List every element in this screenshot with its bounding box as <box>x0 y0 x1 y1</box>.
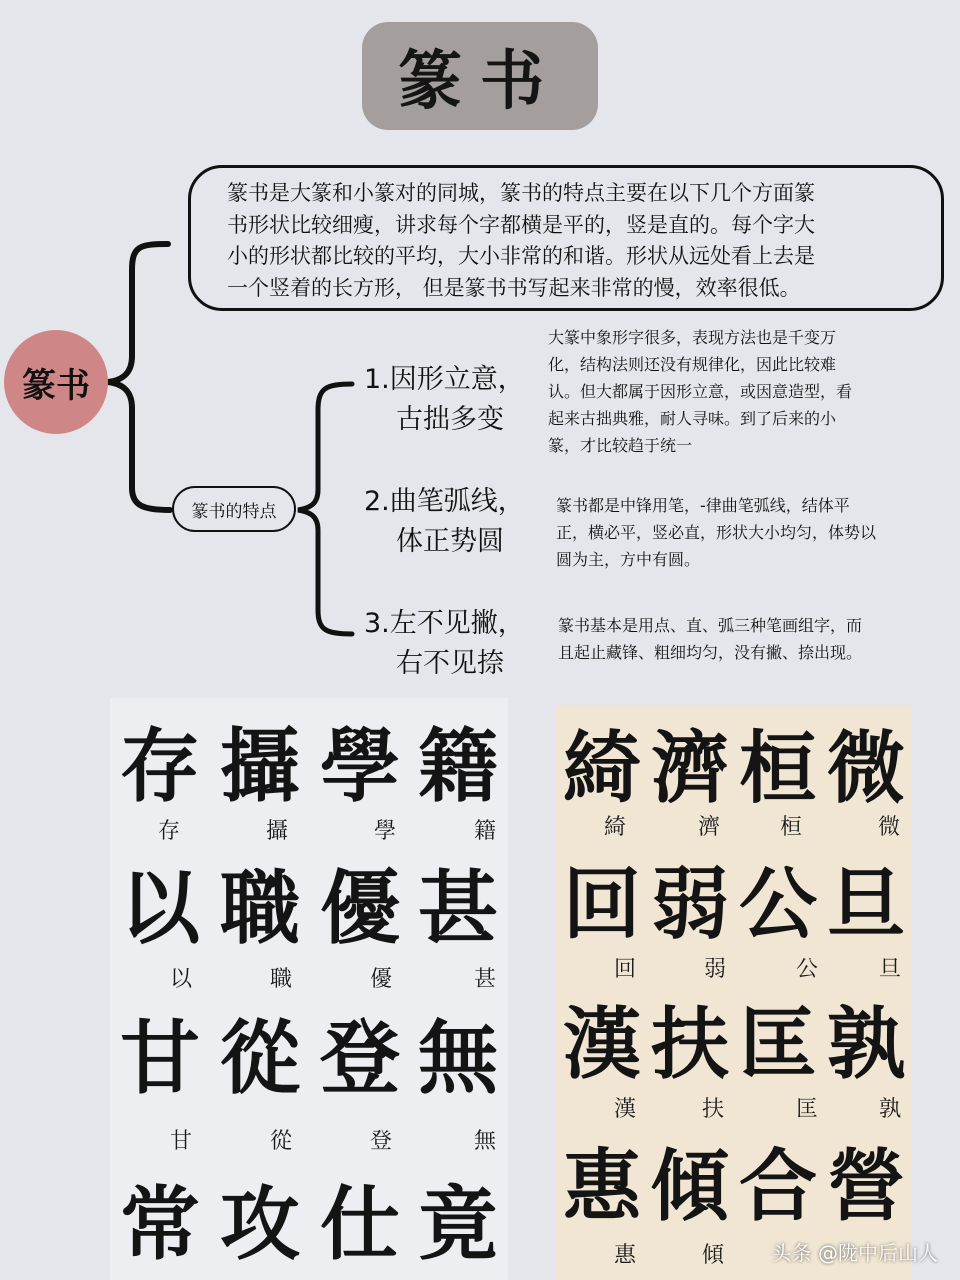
seal-glyph: 仕 <box>320 1177 400 1271</box>
description-line: 一个竖着的长方形， 但是篆书书写起来非常的慢，效率很低。 <box>227 275 801 300</box>
features-node-label: 篆书的特点 <box>191 501 277 522</box>
feature-title-line: 右不见捺 <box>396 648 504 679</box>
feature-2-title <box>364 482 525 562</box>
glyph-caption: 優 <box>369 967 392 992</box>
description-line: 篆书是大篆和小篆对的同城，篆书的特点主要在以下几个方面篆 <box>227 181 815 205</box>
glyph-caption: 甚 <box>473 967 496 992</box>
glyph-caption: 漢 <box>613 1097 636 1122</box>
seal-glyph: 常 <box>120 1177 200 1271</box>
seal-glyph: 籍 <box>418 719 498 813</box>
glyph-caption: 公 <box>795 957 818 982</box>
seal-glyph: 匡 <box>738 999 817 1090</box>
feature-desc-line: 正，横必平，竖必直，形状大小均匀，体势以 <box>556 523 877 542</box>
glyph-caption: 傾 <box>701 1243 724 1268</box>
glyph-caption: 旦 <box>878 957 901 982</box>
description-line: 书形状比较细瘦，讲求每个字都横是平的，竖是直的。每个字大 <box>227 212 815 237</box>
glyph-caption: 存 <box>157 819 180 844</box>
watermark: 头条 @陇中后山人 <box>771 1241 938 1265</box>
feature-desc-line: 篆书都是中锋用笔，-律曲笔弧线，结体平 <box>556 496 850 515</box>
main-brace <box>108 244 170 510</box>
seal-glyph: 以 <box>120 861 200 955</box>
feature-desc-line: 篆，才比较趋于统一 <box>548 436 693 455</box>
glyph-caption: 扶 <box>701 1097 724 1122</box>
glyph-caption: 從 <box>269 1129 292 1154</box>
seal-glyph: 扶 <box>650 999 729 1090</box>
feature-title-line: 2.曲笔弧线， <box>364 486 525 517</box>
seal-glyph: 漢 <box>562 999 641 1090</box>
page-title: 篆书 <box>398 45 562 119</box>
seal-glyph: 學 <box>320 719 400 813</box>
root-node-label: 篆书 <box>22 365 90 406</box>
glyph-caption: 職 <box>269 967 292 992</box>
feature-title-line: 古拙多变 <box>396 404 504 435</box>
seal-script-sample-left <box>110 698 508 1280</box>
glyph-caption: 弱 <box>703 957 726 982</box>
glyph-caption: 惠 <box>613 1243 636 1268</box>
glyph-caption: 以 <box>169 967 192 992</box>
features-node <box>172 486 296 532</box>
glyph-caption: 甘 <box>169 1129 192 1154</box>
glyph-caption: 籍 <box>473 819 496 844</box>
glyph-caption: 攝 <box>265 819 288 844</box>
feature-1-title <box>364 360 525 440</box>
glyph-caption: 登 <box>369 1129 392 1154</box>
glyph-caption: 回 <box>613 957 636 982</box>
feature-desc-line: 篆书基本是用点、直、弧三种笔画组字，而 <box>558 616 863 635</box>
feature-title-line: 体正势圆 <box>396 526 504 557</box>
seal-glyph: 營 <box>826 1141 905 1232</box>
seal-glyph: 公 <box>738 859 817 950</box>
seal-glyph: 攻 <box>220 1177 300 1271</box>
feature-desc-line: 起来古拙典雅，耐人寻味。到了后来的小 <box>548 409 837 428</box>
seal-glyph: 攝 <box>220 719 300 813</box>
feature-2-description <box>556 492 876 573</box>
feature-title-line: 3.左不见撇， <box>364 608 525 639</box>
feature-title-line: 1.因形立意， <box>364 364 525 395</box>
glyph-caption: 微 <box>877 815 900 840</box>
feature-desc-line: 大篆中象形字很多，表现方法也是千变万 <box>548 328 837 347</box>
seal-glyph: 孰 <box>826 999 905 1090</box>
glyph-caption: 匡 <box>795 1097 818 1122</box>
feature-desc-line: 化，结构法则还没有规律化，因此比较难 <box>548 355 837 374</box>
root-node <box>4 330 108 434</box>
glyph-caption: 學 <box>373 819 396 844</box>
seal-glyph: 綺 <box>562 723 641 814</box>
seal-glyph: 傾 <box>650 1141 729 1232</box>
description-line: 小的形状都比较的平均，大小非常的和谐。形状从远处看上去是 <box>227 244 815 268</box>
seal-glyph: 竟 <box>418 1177 498 1271</box>
seal-glyph: 旦 <box>826 859 905 950</box>
glyph-caption: 濟 <box>697 815 720 840</box>
feature-3-title <box>364 604 525 684</box>
seal-glyph: 登 <box>320 1011 400 1105</box>
seal-glyph: 甚 <box>418 861 498 955</box>
seal-glyph: 存 <box>120 719 200 813</box>
glyph-caption: 桓 <box>779 815 802 840</box>
seal-glyph: 回 <box>562 859 641 950</box>
seal-glyph: 從 <box>220 1011 300 1105</box>
seal-glyph: 合 <box>738 1141 817 1232</box>
feature-3-description <box>558 612 862 666</box>
seal-glyph: 優 <box>320 861 400 955</box>
feature-brace <box>298 384 352 634</box>
glyph-caption: 無 <box>473 1129 496 1154</box>
feature-desc-line: 圆为主，方中有圆。 <box>556 550 701 569</box>
feature-desc-line: 认。但大都属于因形立意，或因意造型，看 <box>548 382 853 401</box>
seal-glyph: 弱 <box>650 859 729 950</box>
glyph-caption: 孰 <box>878 1097 901 1122</box>
seal-glyph: 惠 <box>562 1141 641 1232</box>
seal-glyph: 無 <box>418 1011 498 1105</box>
seal-glyph: 甘 <box>120 1011 200 1105</box>
glyph-caption: 綺 <box>603 815 626 840</box>
seal-glyph: 職 <box>220 861 300 955</box>
feature-desc-line: 且起止藏锋、粗细均匀，没有撇、捺出现。 <box>558 643 863 662</box>
seal-glyph: 微 <box>826 723 905 814</box>
feature-1-description <box>548 324 852 459</box>
seal-script-sample-right <box>556 706 912 1280</box>
seal-glyph: 濟 <box>650 723 729 814</box>
seal-glyph: 桓 <box>738 723 817 814</box>
